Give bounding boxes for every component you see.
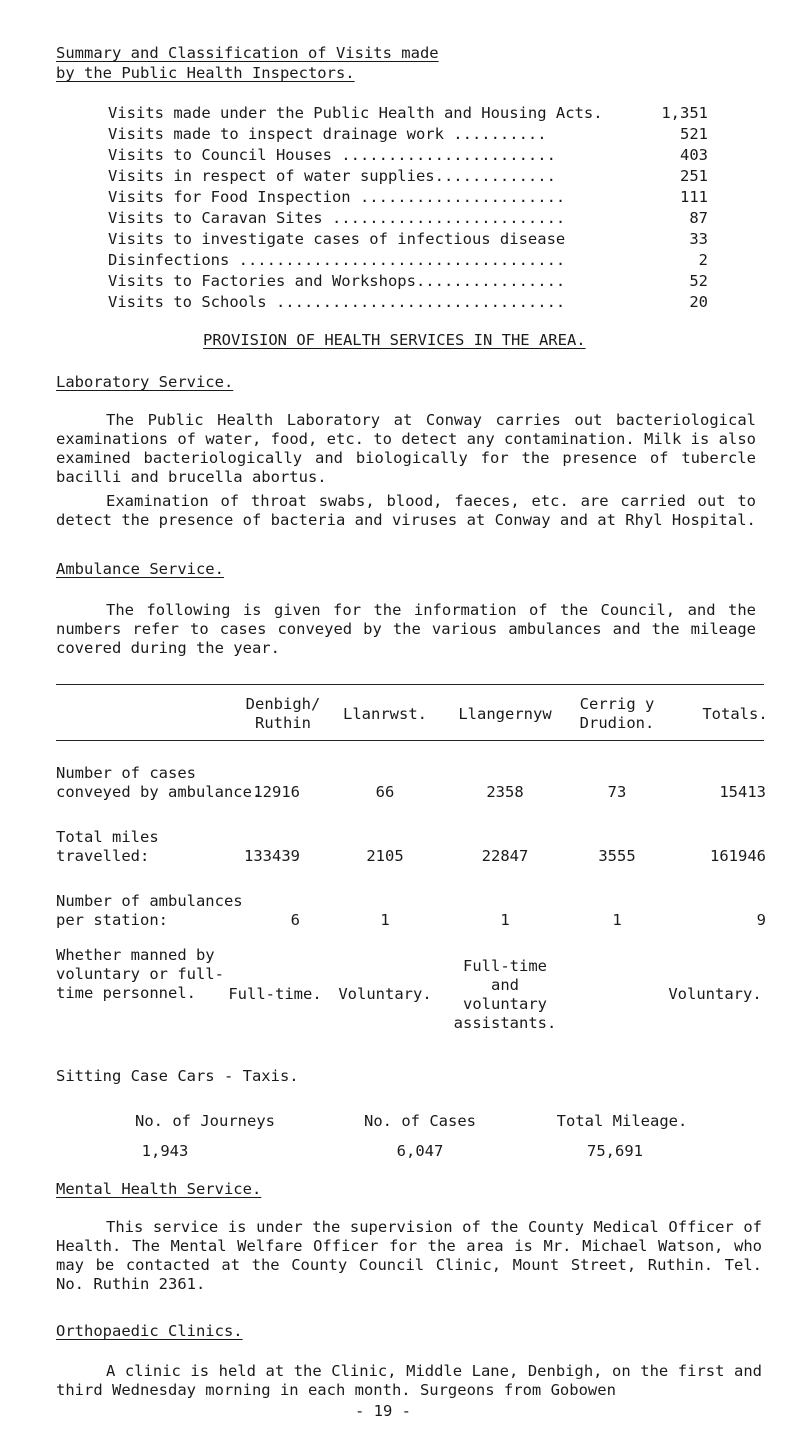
- mental-health-paragraph: This service is under the supervision of the County Medical Officer of Health. The Mental Welfare Officer for the area is Mr. Michael Watson, who may be contacted at the County Council Clinic, Mount Street, Ruthin. Tel. No. Ruthin 2361.: [56, 1218, 762, 1293]
- table-cell: 133439: [244, 847, 300, 865]
- sitting-cars-value: 75,691: [587, 1142, 643, 1160]
- orthopaedic-heading: Orthopaedic Clinics.: [56, 1322, 243, 1340]
- table-cell: 6: [290, 911, 300, 929]
- table-cell: Voluntary.: [338, 985, 432, 1003]
- summary-row-value: 33: [689, 230, 708, 248]
- summary-row: [108, 209, 708, 228]
- summary-row: [108, 230, 708, 249]
- summary-row-value: 52: [689, 272, 708, 290]
- sitting-cars-value: 1,943: [141, 1142, 189, 1160]
- summary-row: [108, 293, 708, 312]
- summary-title-line2: by the Public Health Inspectors.: [56, 64, 355, 82]
- table-cell: 12916: [253, 783, 300, 801]
- summary-row-value: 1,351: [661, 104, 708, 122]
- column-header: Cerrig y Drudion.: [579, 695, 655, 732]
- column-header: Denbigh/ Ruthin: [245, 695, 321, 732]
- table-cell: 9: [756, 911, 766, 929]
- page-number: - 19 -: [355, 1402, 411, 1420]
- summary-row-label: Visits to Schools ...............................: [108, 293, 566, 311]
- summary-row-label: Visits to investigate cases of infectious disease: [108, 230, 566, 248]
- table-cell: 3555: [598, 847, 636, 865]
- column-header: Llangernyw: [458, 705, 552, 723]
- column-header: Llanrwst.: [343, 705, 427, 723]
- summary-row-label: Visits to Council Houses .......................: [108, 146, 556, 164]
- ambulance-paragraph: The following is given for the information of the Council, and the numbers refer to cases conveyed by the various ambulances and the mileage covered during the year.: [56, 601, 756, 657]
- column-header: Totals.: [702, 705, 768, 723]
- table-cell: 1: [612, 911, 622, 929]
- sitting-cars-value: 6,047: [396, 1142, 444, 1160]
- sitting-cars-header: No. of Journeys: [135, 1112, 275, 1130]
- summary-row: [108, 146, 708, 165]
- sitting-cars-header: No. of Cases: [364, 1112, 476, 1130]
- table-cell: 1: [500, 911, 510, 929]
- sitting-cars-header: Total Mileage.: [556, 1112, 688, 1130]
- orthopaedic-paragraph: A clinic is held at the Clinic, Middle Lane, Denbigh, on the first and third Wednesday morning in each month. Surgeons from Gobowen: [56, 1362, 762, 1399]
- laboratory-paragraph-2: Examination of throat swabs, blood, faeces, etc. are carried out to detect the presence of bacteria and viruses at Conway and at Rhyl Hospital.: [56, 492, 756, 529]
- laboratory-heading: Laboratory Service.: [56, 373, 234, 391]
- table-row-label: Number of ambulances per station:: [56, 892, 243, 929]
- table-cell: Voluntary.: [668, 985, 762, 1003]
- table-cell: 2105: [366, 847, 404, 865]
- table-cell: 22847: [481, 847, 529, 865]
- table-row-label: Whether manned by voluntary or full- time personnel.: [56, 946, 224, 1002]
- laboratory-paragraph-1: The Public Health Laboratory at Conway carries out bacteriological examinations of water, food, etc. to detect any contamination. Milk is also examined bacteriologically and biologically for the presence of tubercle bacilli and brucella abortus.: [56, 411, 756, 486]
- summary-row: [108, 104, 708, 123]
- table-cell: 2358: [486, 783, 524, 801]
- summary-row-value: 403: [680, 146, 708, 164]
- table-cell: 66: [375, 783, 395, 801]
- provision-heading: PROVISION OF HEALTH SERVICES IN THE AREA.: [203, 331, 586, 349]
- table-row-label: Number of cases conveyed by ambulance.: [56, 764, 262, 801]
- summary-row: [108, 167, 708, 186]
- summary-title-line1: Summary and Classification of Visits made: [56, 44, 439, 62]
- summary-row-label: Visits to Factories and Workshops................: [108, 272, 566, 290]
- summary-row: [108, 125, 708, 144]
- table-cell: Full-time and voluntary assistants.: [453, 957, 557, 1032]
- summary-row-label: Visits to Caravan Sites .........................: [108, 209, 566, 227]
- table-cell: 161946: [710, 847, 766, 865]
- summary-row-value: 20: [689, 293, 708, 311]
- summary-row-value: 2: [698, 251, 708, 269]
- summary-row-value: 111: [680, 188, 708, 206]
- summary-row-label: Visits made to inspect drainage work ..........: [108, 125, 547, 143]
- summary-row-label: Disinfections ...................................: [108, 251, 566, 269]
- summary-row-value: 87: [689, 209, 708, 227]
- summary-row-label: Visits made under the Public Health and Housing Acts.: [108, 104, 603, 122]
- summary-row-label: Visits for Food Inspection ......................: [108, 188, 566, 206]
- table-cell: 15413: [719, 783, 766, 801]
- table-top-rule: [56, 684, 764, 685]
- table-cell: Full-time.: [228, 985, 322, 1003]
- sitting-cars-heading: Sitting Case Cars - Taxis.: [56, 1067, 299, 1085]
- table-header-rule: [56, 740, 764, 741]
- summary-row-value: 251: [680, 167, 708, 185]
- summary-row-value: 521: [680, 125, 708, 143]
- mental-health-heading: Mental Health Service.: [56, 1180, 262, 1198]
- summary-row: [108, 188, 708, 207]
- table-cell: 1: [380, 911, 390, 929]
- ambulance-heading: Ambulance Service.: [56, 560, 224, 578]
- summary-row: [108, 272, 708, 291]
- summary-row-label: Visits in respect of water supplies.............: [108, 167, 556, 185]
- table-cell: 73: [607, 783, 627, 801]
- summary-row: [108, 251, 708, 270]
- table-row-label: Total miles travelled:: [56, 828, 159, 865]
